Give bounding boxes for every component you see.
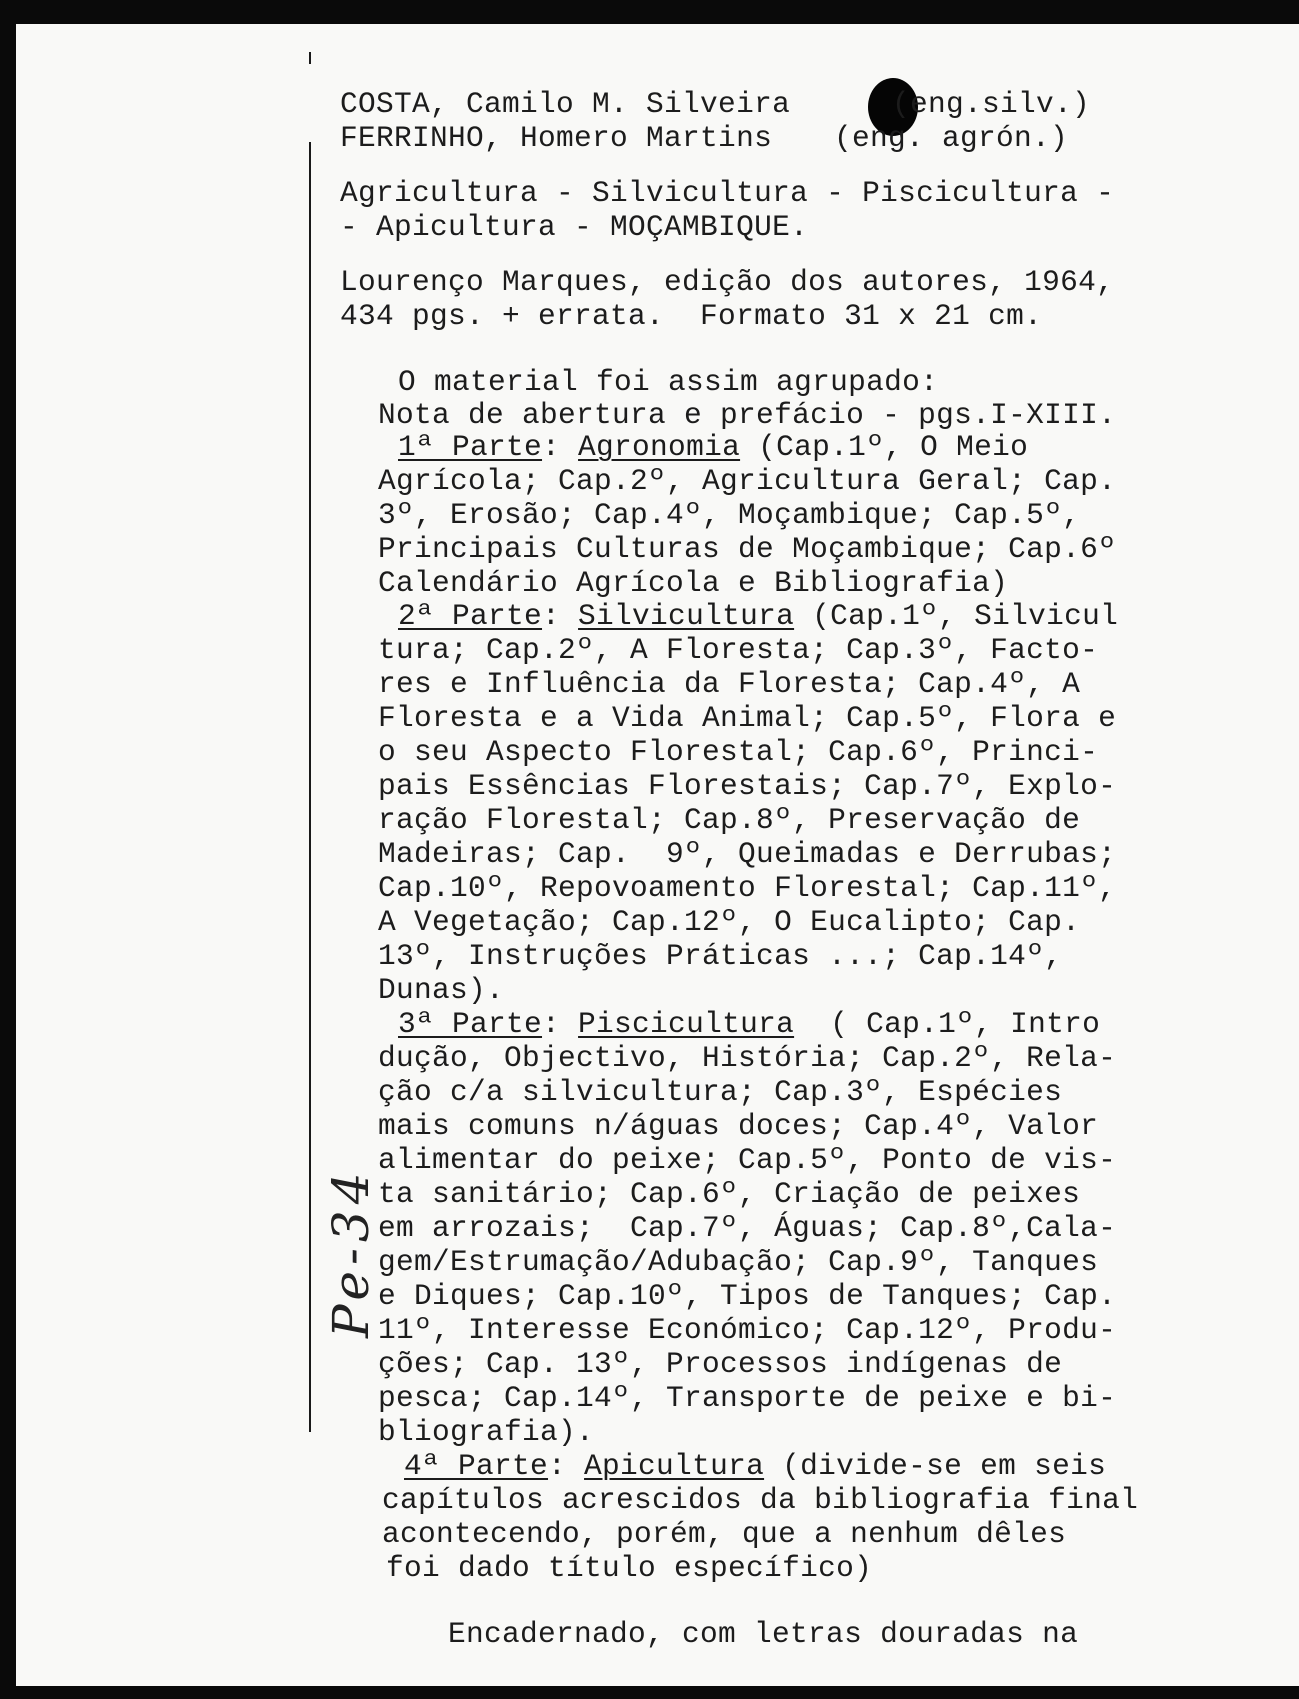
parte3-heading: 3ª Parte: Piscicultura ( Cap.1º, Intro [398, 1007, 1101, 1041]
parte4-title: Apicultura [584, 1449, 765, 1483]
subjects-line: - Apicultura - MOÇAMBIQUE. [340, 210, 809, 244]
parte2-line: A Vegetação; Cap.12º, O Eucalipto; Cap. [378, 905, 1081, 939]
parte3-line: ta sanitário; Cap.6º, Criação de peixes [378, 1177, 1081, 1211]
parte2-first: (Cap.1º, Silvicul [794, 599, 1119, 633]
binding-note: Encadernado, com letras douradas na [448, 1617, 1079, 1651]
parte1-heading: 1ª Parte: Agronomia (Cap.1º, O Meio [398, 430, 1029, 464]
catalog-card [16, 24, 1299, 1686]
parte3-line: ção c/a silvicultura; Cap.3º, Espécies [378, 1075, 1063, 1109]
parte2-line: pais Essências Florestais; Cap.7º, Explo- [378, 769, 1117, 803]
parte1-line: Calendário Agrícola e Bibliografia) [378, 566, 1009, 600]
parte2-line: Madeiras; Cap. 9º, Queimadas e Derrubas; [378, 837, 1117, 871]
parte2-line: Cap.10º, Repovoamento Florestal; Cap.11º, [378, 871, 1117, 905]
margin-rule-top [309, 52, 311, 64]
parte2-line: tura; Cap.2º, A Floresta; Cap.3º, Facto- [378, 633, 1099, 667]
parte3-line: pesca; Cap.14º, Transporte de peixe e bi- [378, 1381, 1117, 1415]
parte2-line: Dunas). [378, 973, 505, 1007]
parte3-first: ( Cap.1º, Intro [794, 1007, 1101, 1041]
parte3-line: gem/Estrumação/Adubação; Cap.9º, Tanques [378, 1245, 1099, 1279]
subjects-line: Agricultura - Silvicultura - Piscicultura - [340, 176, 1115, 210]
parte2-title: Silvicultura [578, 599, 795, 633]
parte3-line: 11º, Interesse Económico; Cap.12º, Produ- [378, 1313, 1117, 1347]
parte1-title: Agronomia [578, 430, 741, 464]
parte2-line: Floresta e a Vida Animal; Cap.5º, Flora e [378, 701, 1117, 735]
parte2-line: o seu Aspecto Florestal; Cap.6º, Princi- [378, 735, 1099, 769]
parte4-label: 4ª Parte [404, 1449, 549, 1483]
parte1-label: 1ª Parte [398, 430, 543, 464]
parte1-line: 3º, Erosão; Cap.4º, Moçambique; Cap.5º, [378, 498, 1081, 532]
parte3-line: em arrozais; Cap.7º, Águas; Cap.8º,Cala- [378, 1211, 1117, 1245]
parte3-title: Piscicultura [578, 1007, 795, 1041]
parte4-first: (divide-se em seis [764, 1449, 1107, 1483]
parte4-line: capítulos acrescidos da bibliografia final [382, 1483, 1139, 1517]
imprint-line: 434 pgs. + errata. Formato 31 x 21 cm. [340, 299, 1043, 333]
parte2-line: 13º, Instruções Práticas ...; Cap.14º, [378, 939, 1063, 973]
parte1-line: Agrícola; Cap.2º, Agricultura Geral; Cap. [378, 464, 1117, 498]
author-2: FERRINHO, Homero Martins [340, 121, 773, 155]
parte3-line: e Diques; Cap.10º, Tipos de Tanques; Cap. [378, 1279, 1117, 1313]
parte1-first: (Cap.1º, O Meio [740, 430, 1029, 464]
parte4-line: foi dado título específico) [386, 1551, 873, 1585]
author-1-role: (eng.silv.) [892, 87, 1091, 121]
intro-line: O material foi assim agrupado: [398, 365, 939, 399]
parte4-line: acontecendo, porém, que a nenhum dêles [382, 1517, 1067, 1551]
author-2-role: (eng. agrón.) [834, 121, 1069, 155]
parte2-line: res e Influência da Floresta; Cap.4º, A [378, 667, 1081, 701]
author-1: COSTA, Camilo M. Silveira [340, 87, 791, 121]
parte3-line: mais comuns n/águas doces; Cap.4º, Valor [378, 1109, 1099, 1143]
parte3-line: alimentar do peixe; Cap.5º, Ponto de vis- [378, 1143, 1117, 1177]
parte1-line: Principais Culturas de Moçambique; Cap.6º [378, 532, 1117, 566]
parte2-label: 2ª Parte [398, 599, 543, 633]
parte3-line: dução, Objectivo, História; Cap.2º, Rela- [378, 1041, 1117, 1075]
intro-line: Nota de abertura e prefácio - pgs.I-XIII. [378, 398, 1117, 432]
parte3-label: 3ª Parte [398, 1007, 543, 1041]
parte3-line: bliografia). [378, 1415, 595, 1449]
imprint-line: Lourenço Marques, edição dos autores, 1964, [340, 265, 1115, 299]
parte4-heading: 4ª Parte: Apicultura (divide-se em seis [404, 1449, 1107, 1483]
parte3-line: ções; Cap. 13º, Processos indígenas de [378, 1347, 1063, 1381]
handwritten-shelf-mark: Pe-34 [322, 1166, 380, 1338]
parte2-line: ração Florestal; Cap.8º, Preservação de [378, 803, 1081, 837]
margin-rule [309, 142, 311, 1432]
parte2-heading: 2ª Parte: Silvicultura (Cap.1º, Silvicul [398, 599, 1119, 633]
